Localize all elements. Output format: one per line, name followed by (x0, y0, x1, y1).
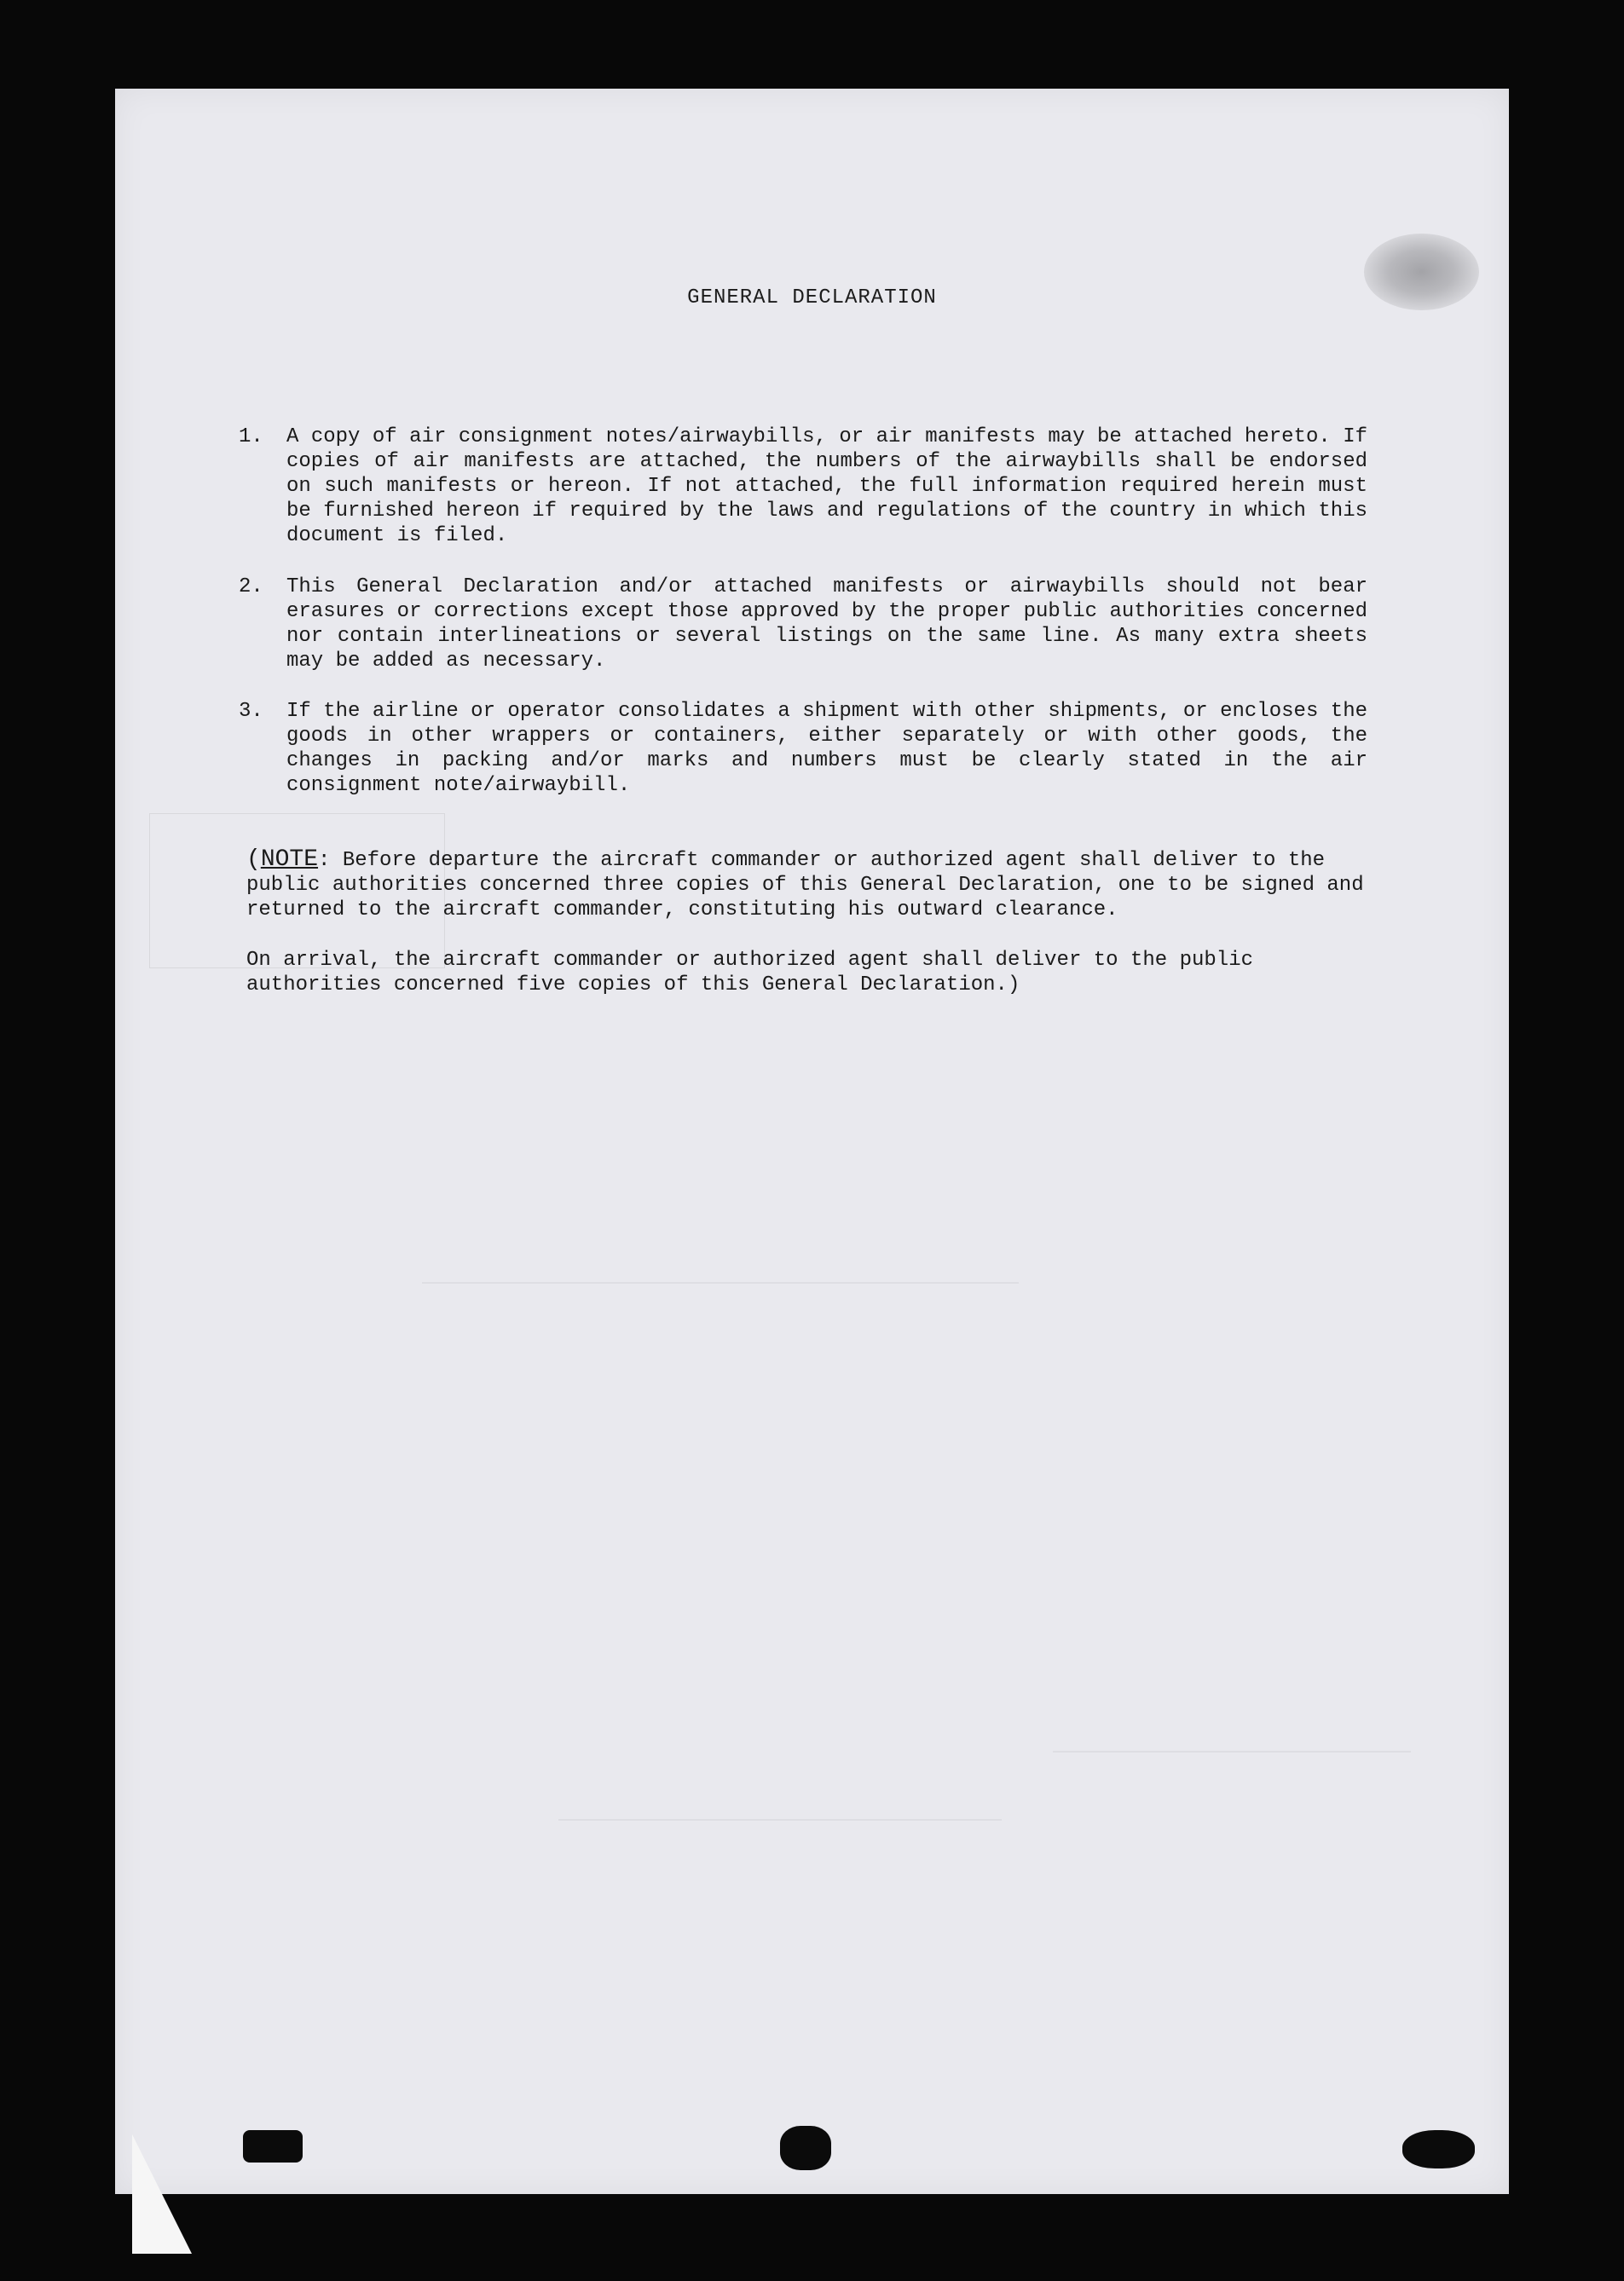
item-number: 3. (239, 700, 263, 723)
bleed-through-line (558, 1819, 1002, 1821)
arrival-text: On arrival, the aircraft commander or authorized agent shall deliver to the public authorities concerned five copies of this General Declaration.) (246, 949, 1253, 996)
bleed-through-line (1053, 1751, 1411, 1753)
bleed-through-line (422, 1282, 1019, 1284)
item-number: 1. (239, 425, 263, 448)
item-text: If the airline or operator consolidates a shipment with other shipments, or encloses the goods in other wrappers or containers, either separately or with other goods, the changes in packing and/or marks and numbers must be clearly stated in the air consignment note/airwaybill. (286, 700, 1367, 797)
item-text: This General Declaration and/or attached manifests or airwaybills should not bear erasures or corrections except those approved by the proper public authorities concerned nor contain interlineations or several listings on the same line. As many extra sheets may be added as necessary. (286, 575, 1367, 673)
note-text: Before departure the aircraft commander or authorized agent shall deliver to the public authorities concerned three copies of this General Declaration, one to be signed and returned to the aircraft commander, constituting his outward clearance. (246, 849, 1364, 921)
note-open-paren: ( (246, 846, 261, 873)
punch-hole-left (243, 2130, 303, 2163)
note-colon: : (318, 849, 331, 872)
torn-corner (132, 2134, 192, 2254)
punch-hole-right (1402, 2130, 1475, 2168)
document-title: GENERAL DECLARATION (687, 286, 937, 309)
item-text: A copy of air consignment notes/airwaybills, or air manifests may be attached hereto. If copies of air manifests are attached, the numbers of the airwaybills shall be endorsed on such manifests or hereon. If not attached, the full information required herein must be furnished hereon if required by the laws and regulations of the country in which this document is filed. (286, 425, 1367, 547)
document-page (115, 89, 1509, 2194)
item-number: 2. (239, 575, 263, 598)
note-label: NOTE (260, 846, 319, 873)
note-paragraph (246, 847, 1380, 922)
punch-hole-center (780, 2126, 831, 2170)
arrival-paragraph (246, 948, 1380, 997)
